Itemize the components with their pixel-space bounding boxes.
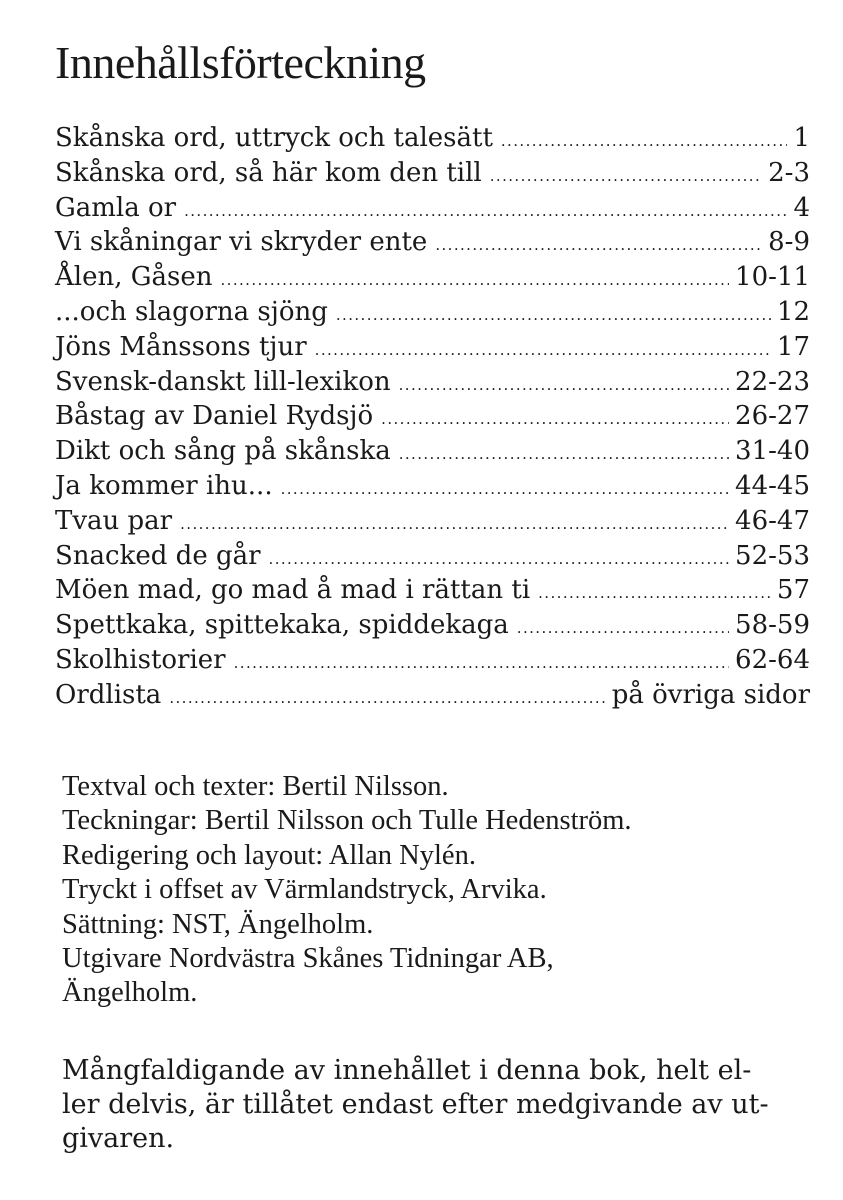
toc-entry-title: Snacked de går	[55, 540, 261, 571]
toc-entry-title: Gamla or	[55, 192, 177, 223]
toc-entry-pages: 2-3	[768, 157, 810, 188]
toc-entry	[55, 330, 810, 365]
toc-entry-title: Båstag av Daniel Rydsjö	[55, 401, 374, 432]
toc-entry	[55, 573, 810, 608]
toc-entry-pages: 58-59	[735, 610, 810, 641]
toc-leader-dots	[180, 507, 729, 542]
page-title: Innehållsförteckning	[55, 37, 426, 88]
toc-entry-title: Skånska ord, så här kom den till	[55, 157, 482, 188]
toc-leader-dots	[538, 576, 771, 611]
credit-line: Ängelholm.	[62, 977, 198, 1009]
toc-leader-dots	[399, 437, 729, 472]
notice-line: Mångfaldigande av innehållet i denna bok, helt el-	[62, 1055, 752, 1086]
toc-entry	[55, 399, 810, 434]
toc-entry-pages: 12	[776, 296, 810, 327]
toc-entry	[55, 260, 810, 295]
toc-leader-dots	[336, 298, 771, 333]
toc-entry-title: Ålen, Gåsen	[55, 262, 213, 293]
toc-entry-title: Tvau par	[55, 505, 173, 536]
copyright-notice	[62, 1054, 812, 1156]
notice-line: givaren.	[62, 1123, 175, 1154]
toc-entry-title: Ja kommer ihu...	[55, 470, 273, 501]
toc-entry	[55, 121, 810, 156]
toc-entry-title: Skånska ord, uttryck och talesätt	[55, 123, 493, 153]
toc-entry	[55, 295, 810, 330]
toc-entry	[55, 608, 810, 643]
credit-line: Textval och texter: Bertil Nilsson.	[62, 771, 449, 802]
toc-entry	[55, 434, 810, 469]
credit-line: Tryckt i offset av Värmlandstryck, Arvika.	[62, 874, 547, 906]
toc-leader-dots	[399, 368, 729, 403]
toc-entry-pages: 8-9	[768, 227, 810, 258]
toc-entry-pages: 1	[793, 123, 810, 153]
toc-entry-pages: 10-11	[735, 262, 810, 293]
toc-entry	[55, 539, 810, 574]
toc-entry-pages: 31-40	[735, 436, 810, 467]
toc-entry-title: Möen mad, go mad å mad i rättan ti	[55, 575, 531, 606]
toc-entry-title: Vi skåningar vi skryder ente	[55, 227, 428, 258]
credit-line: Utgivare Nordvästra Skånes Tidningar AB,	[62, 943, 554, 975]
toc-entry-title: Dikt och sång på skånska	[55, 436, 391, 467]
credit-line: Sättning: NST, Ängelholm.	[62, 908, 374, 940]
toc-entry-pages: 57	[776, 575, 810, 606]
credit-line: Redigering och layout: Allan Nylén.	[62, 839, 476, 871]
toc-entry-title: Spettkaka, spittekaka, spiddekaga	[55, 610, 509, 641]
toc-entry-pages: på övriga sidor	[611, 679, 810, 710]
toc-entry	[55, 225, 810, 260]
toc-entry-title: Skolhistorier	[55, 644, 226, 675]
credits-block	[62, 770, 822, 1011]
toc-leader-dots	[490, 159, 762, 194]
toc-entry-title: Svensk-danskt lill-lexikon	[55, 366, 391, 397]
toc-entry	[55, 678, 810, 713]
toc-leader-dots	[435, 228, 762, 263]
toc-leader-dots	[169, 681, 605, 716]
toc-entry-title: ...och slagorna sjöng	[55, 296, 328, 327]
toc-leader-dots	[381, 402, 729, 437]
notice-line: ler delvis, är tillåtet endast efter medgivande av ut-	[62, 1089, 769, 1120]
toc-entry-pages: 26-27	[735, 401, 810, 432]
toc-leader-dots	[501, 124, 788, 159]
toc-leader-dots	[315, 333, 771, 368]
toc-entry-pages: 62-64	[735, 644, 810, 675]
toc-entry	[55, 504, 810, 539]
toc-leader-dots	[517, 611, 729, 646]
toc-entry	[55, 191, 810, 226]
toc-entry-pages: 17	[776, 331, 810, 362]
toc-entry	[55, 643, 810, 678]
toc-entry	[55, 469, 810, 504]
toc-entry-pages: 46-47	[735, 505, 810, 536]
toc-entry-pages: 52-53	[735, 540, 810, 571]
toc-leader-dots	[184, 194, 787, 229]
table-of-contents	[55, 121, 810, 713]
toc-entry	[55, 365, 810, 400]
toc-entry-pages: 44-45	[735, 470, 810, 501]
toc-entry	[55, 156, 810, 191]
toc-entry-pages: 4	[793, 192, 810, 223]
credit-line: Teckningar: Bertil Nilsson och Tulle Hedenström.	[62, 805, 632, 837]
toc-leader-dots	[234, 646, 729, 681]
toc-entry-pages: 22-23	[735, 366, 810, 397]
toc-entry-title: Jöns Månssons tjur	[55, 331, 307, 362]
toc-leader-dots	[281, 472, 729, 507]
toc-leader-dots	[269, 542, 730, 577]
toc-leader-dots	[221, 263, 730, 298]
toc-entry-title: Ordlista	[55, 679, 162, 710]
